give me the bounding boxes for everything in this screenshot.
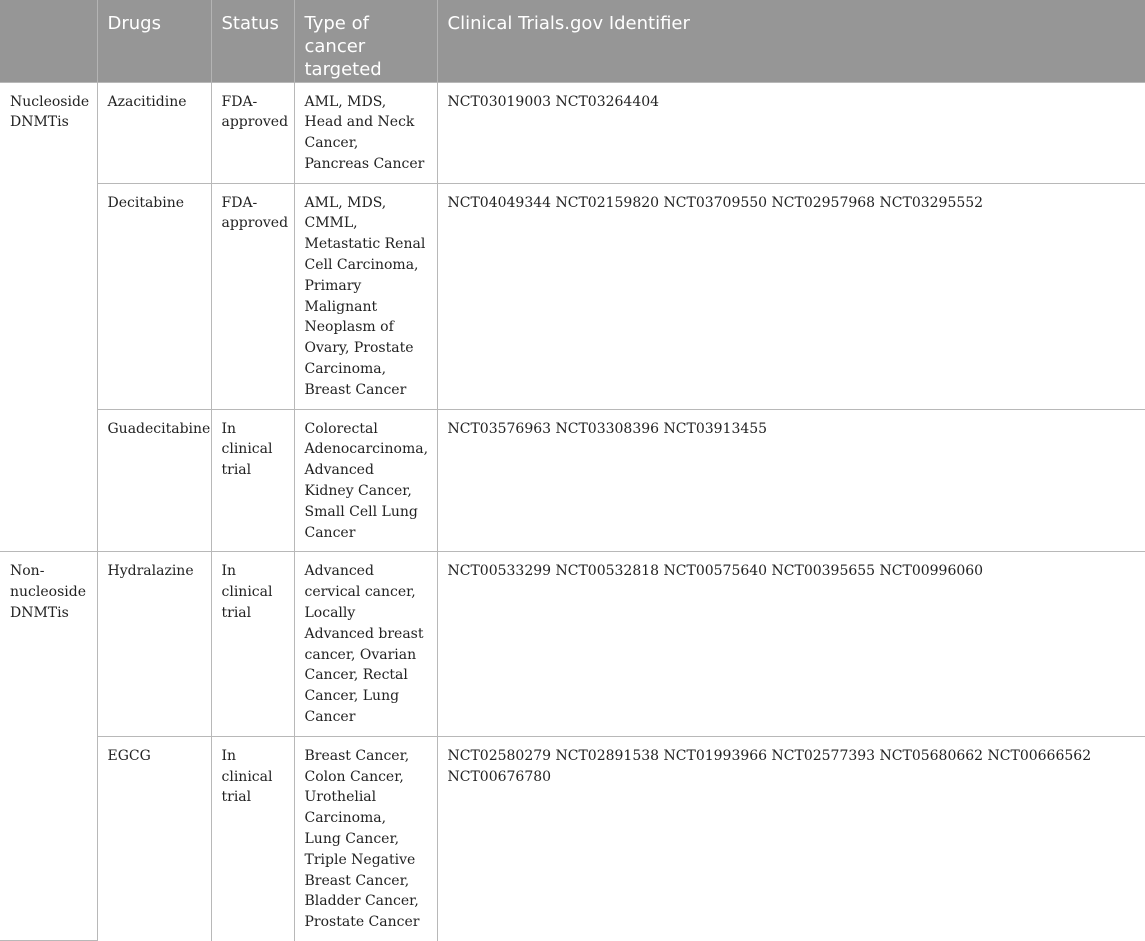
group-label-non-nucleoside: Non-nucleoside DNMTis — [0, 552, 97, 941]
cancer-cell: Advanced cervical cancer, Locally Advanced breast cancer, Ovarian Cancer, Rectal Cancer, Lung Cancer — [294, 552, 437, 736]
identifier-cell: NCT04049344 NCT02159820 NCT03709550 NCT02957968 NCT03295552 — [437, 183, 1145, 409]
table-row — [0, 552, 1145, 736]
status-cell: In clinical trial — [211, 736, 294, 941]
identifier-cell: NCT02580279 NCT02891538 NCT01993966 NCT02577393 NCT05680662 NCT00666562 NCT00676780 — [437, 736, 1145, 941]
drug-cell: Azacitidine — [97, 82, 211, 183]
header-category — [0, 0, 97, 82]
group-label-nucleoside: Nucleoside DNMTis — [0, 82, 97, 552]
status-cell: In clinical trial — [211, 552, 294, 736]
drug-cell: Decitabine — [97, 183, 211, 409]
status-cell: In clinical trial — [211, 409, 294, 552]
drug-cell: Hydralazine — [97, 552, 211, 736]
status-cell: FDA-approved — [211, 82, 294, 183]
identifier-cell: NCT03019003 NCT03264404 — [437, 82, 1145, 183]
table-body — [0, 82, 1145, 941]
cancer-cell: Breast Cancer, Colon Cancer, Urothelial Carcinoma, Lung Cancer, Triple Negative Breast Cancer, Bladder Cancer, Prostate Cancer — [294, 736, 437, 941]
cancer-cell: AML, MDS, Head and Neck Cancer, Pancreas Cancer — [294, 82, 437, 183]
header-row — [0, 0, 1145, 82]
table-row — [0, 409, 1145, 552]
identifier-cell: NCT00533299 NCT00532818 NCT00575640 NCT00395655 NCT00996060 — [437, 552, 1145, 736]
drug-cell: EGCG — [97, 736, 211, 941]
table-header — [0, 0, 1145, 82]
header-identifier: Clinical Trials.gov Identifier — [437, 0, 1145, 82]
table-row — [0, 736, 1145, 941]
cancer-cell: AML, MDS, CMML, Metastatic Renal Cell Carcinoma, Primary Malignant Neoplasm of Ovary, Prostate Carcinoma, Breast Cancer — [294, 183, 437, 409]
table-row — [0, 82, 1145, 183]
drug-cell: Guadecitabine — [97, 409, 211, 552]
table-row — [0, 183, 1145, 409]
header-cancer-type: Type of cancer targeted — [294, 0, 437, 82]
header-status: Status — [211, 0, 294, 82]
header-drugs: Drugs — [97, 0, 211, 82]
cancer-cell: Colorectal Adenocarcinoma, Advanced Kidney Cancer, Small Cell Lung Cancer — [294, 409, 437, 552]
status-cell: FDA-approved — [211, 183, 294, 409]
identifier-cell: NCT03576963 NCT03308396 NCT03913455 — [437, 409, 1145, 552]
